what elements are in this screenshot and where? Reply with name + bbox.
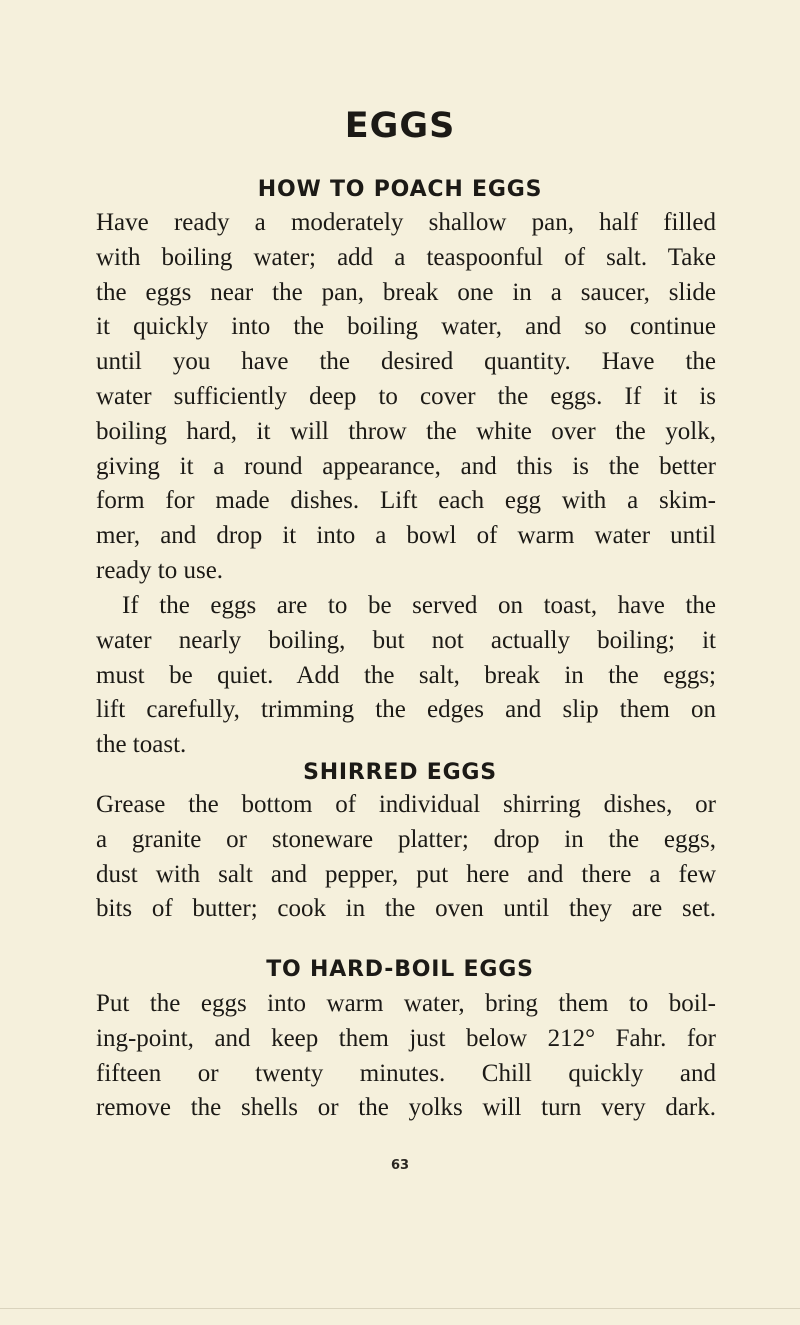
text-line: water nearly boiling, but not actually boiling; it [96,626,716,654]
text-line: form for made dishes. Lift each egg with a skim- [96,487,716,515]
paragraph-poach-method [96,206,716,589]
text-line: a granite or stoneware platter; drop in the eggs, [96,825,716,853]
running-head: EGGS [344,106,456,146]
text-line: ing-point, and keep them just below 212° Fahr. for [96,1024,716,1052]
text-line: If the eggs are to be served on toast, have the [122,592,716,619]
text-line: bits of butter; cook in the oven until they are set. [96,895,716,923]
text-line: the eggs near the pan, break one in a saucer, slide [96,278,716,306]
text-line: the toast. [96,731,187,759]
paragraph-hard-boil-method [96,987,716,1126]
text-line: until you have the desired quantity. Have the [96,348,716,376]
paragraph-shirred-method [96,788,716,927]
section-heading-poach: HOW TO POACH EGGS [257,177,543,202]
text-line: must be quiet. Add the salt, break in the eggs; [96,661,716,689]
text-line: lift carefully, trimming the edges and slip them on [96,696,716,724]
text-line: dust with salt and pepper, put here and there a few [96,860,716,888]
text-line: Put the eggs into warm water, bring them to boil- [96,990,716,1017]
page-number: 63 [390,1158,410,1173]
paragraph-poach-on-toast [96,589,716,763]
text-line: giving it a round appearance, and this is the better [96,452,716,480]
text-line: fifteen or twenty minutes. Chill quickly and [96,1059,716,1087]
text-line: water sufficiently deep to cover the eggs. If it is [96,382,716,410]
section-heading-shirred: SHIRRED EGGS [303,760,497,785]
text-line: with boiling water; add a teaspoonful of salt. Take [96,243,716,271]
text-line: boiling hard, it will throw the white over the yolk, [96,417,716,445]
page-edge-divider [0,1308,800,1309]
text-line: ready to use. [96,556,224,584]
text-line: remove the shells or the yolks will turn very dark. [96,1094,716,1122]
text-line: mer, and drop it into a bowl of warm water until [96,522,716,550]
text-line: Have ready a moderately shallow pan, half filled [96,209,716,236]
text-line: it quickly into the boiling water, and so continue [96,313,716,341]
text-line: Grease the bottom of individual shirring dishes, or [96,791,716,818]
section-heading-hard-boil: TO HARD-BOIL EGGS [266,957,534,982]
